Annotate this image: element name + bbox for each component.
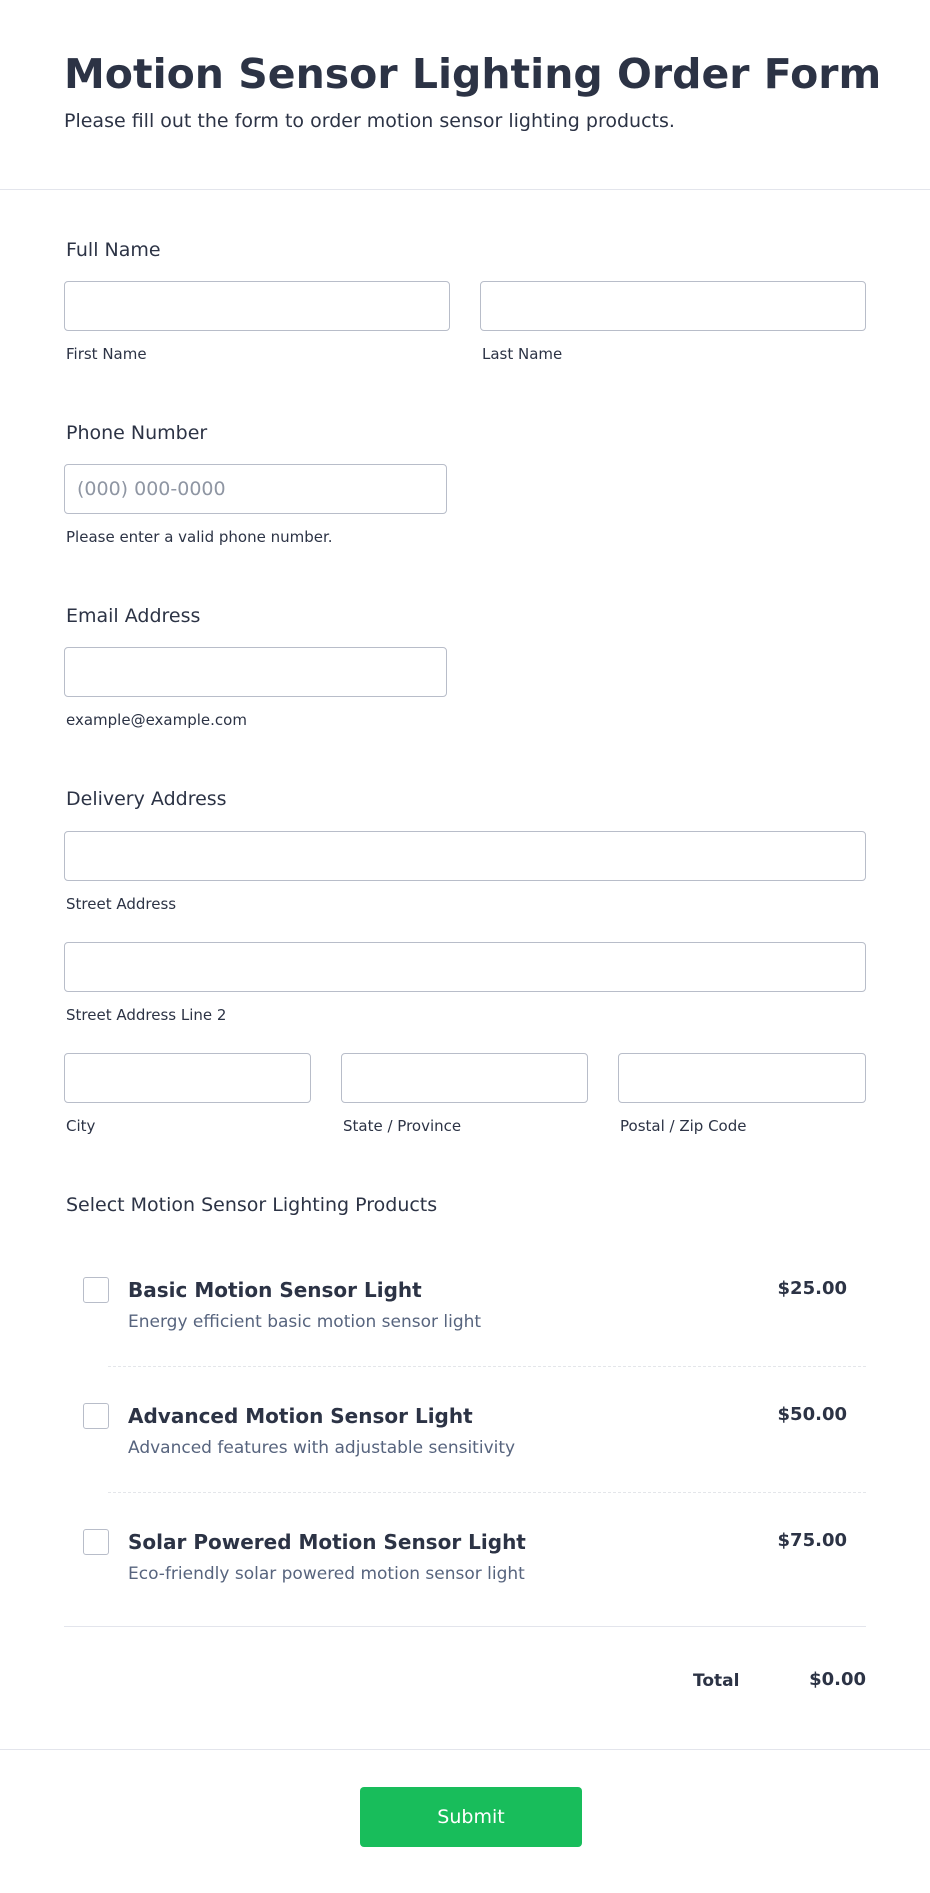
street-address-line2-input[interactable] <box>64 942 866 992</box>
submit-button[interactable]: Submit <box>360 1787 582 1847</box>
full-name-label: Full Name <box>66 239 161 261</box>
email-label: Email Address <box>66 605 201 627</box>
email-input[interactable] <box>64 647 447 697</box>
last-name-sublabel: Last Name <box>482 345 563 363</box>
product-checkbox[interactable] <box>83 1529 109 1555</box>
zip-input[interactable] <box>618 1053 866 1103</box>
page-subtitle: Please fill out the form to order motion sensor lighting products. <box>64 110 675 132</box>
footer-divider <box>0 1749 930 1750</box>
product-description: Energy efficient basic motion sensor light <box>128 1312 482 1332</box>
state-sublabel: State / Province <box>343 1117 462 1135</box>
total-label: Total <box>693 1671 740 1691</box>
street-address-input[interactable] <box>64 831 866 881</box>
product-price: $50.00 <box>777 1404 847 1425</box>
product-checkbox[interactable] <box>83 1277 109 1303</box>
product-item[interactable] <box>64 1504 866 1630</box>
total-value: $0.00 <box>809 1669 866 1690</box>
first-name-sublabel: First Name <box>66 345 147 363</box>
street-address-sublabel: Street Address <box>66 895 177 913</box>
email-sublabel: example@example.com <box>66 711 247 729</box>
zip-sublabel: Postal / Zip Code <box>620 1117 747 1135</box>
product-description: Advanced features with adjustable sensitivity <box>128 1438 516 1458</box>
product-divider <box>108 1366 866 1367</box>
first-name-input[interactable] <box>64 281 450 331</box>
product-price: $75.00 <box>777 1530 847 1551</box>
product-divider <box>108 1492 866 1493</box>
total-divider <box>64 1626 866 1627</box>
product-item[interactable] <box>64 1252 866 1378</box>
product-checkbox[interactable] <box>83 1403 109 1429</box>
street-address-line2-sublabel: Street Address Line 2 <box>66 1006 227 1024</box>
products-label: Select Motion Sensor Lighting Products <box>66 1194 438 1216</box>
city-input[interactable] <box>64 1053 311 1103</box>
state-input[interactable] <box>341 1053 588 1103</box>
address-label: Delivery Address <box>66 788 227 810</box>
phone-sublabel: Please enter a valid phone number. <box>66 528 333 546</box>
product-name: Solar Powered Motion Sensor Light <box>128 1530 526 1554</box>
product-name: Advanced Motion Sensor Light <box>128 1404 473 1428</box>
product-description: Eco-friendly solar powered motion sensor light <box>128 1564 525 1584</box>
product-item[interactable] <box>64 1378 866 1504</box>
last-name-input[interactable] <box>480 281 866 331</box>
phone-label: Phone Number <box>66 422 208 444</box>
page-title: Motion Sensor Lighting Order Form <box>64 50 882 98</box>
form-header <box>0 0 930 190</box>
product-name: Basic Motion Sensor Light <box>128 1278 422 1302</box>
phone-input[interactable] <box>64 464 447 514</box>
city-sublabel: City <box>66 1117 96 1135</box>
product-price: $25.00 <box>777 1278 847 1299</box>
